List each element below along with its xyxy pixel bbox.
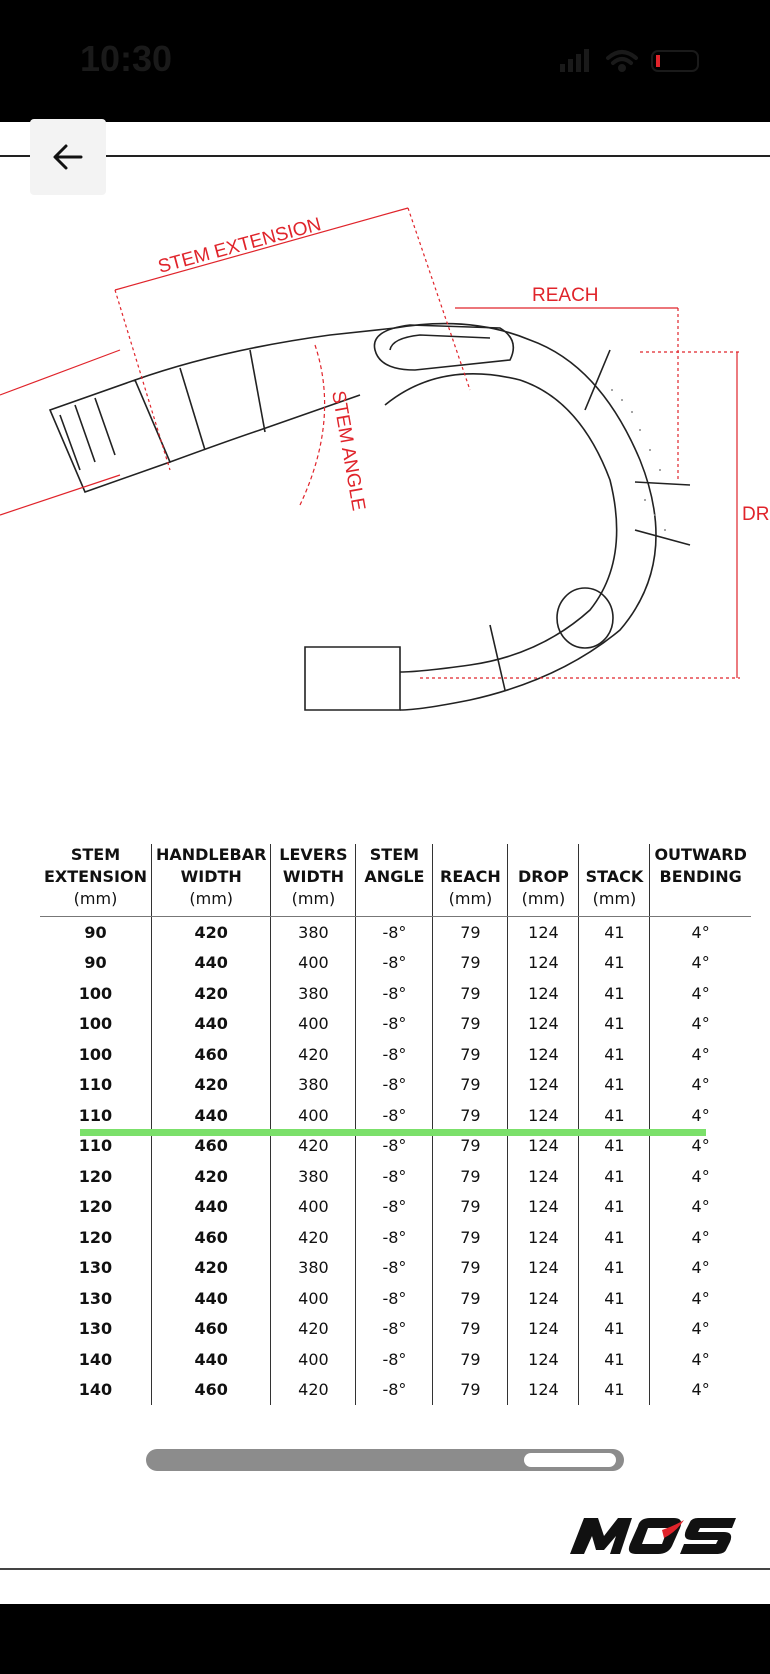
table-cell: 110 [78, 1075, 113, 1095]
table-cell: 440 [151, 1009, 270, 1040]
arrow-left-icon [51, 140, 85, 174]
table-cell: -8° [356, 1070, 433, 1101]
table-cell: 4° [650, 1192, 751, 1223]
table-cell: 4° [650, 978, 751, 1009]
table-cell: 4° [650, 1161, 751, 1192]
column-header-text: LEVERS [279, 845, 348, 864]
column-header [271, 844, 356, 917]
table-cell: 124 [508, 1375, 579, 1406]
table-cell: 100 [78, 1044, 113, 1064]
column-header-text: OUTWARD [654, 845, 747, 864]
battery-icon [652, 51, 698, 71]
column-header-text: EXTENSION [44, 867, 147, 886]
table-cell: 400 [271, 948, 356, 979]
scrollbar-thumb[interactable] [524, 1453, 616, 1467]
table-row [40, 1039, 751, 1070]
signal-icon [560, 49, 589, 72]
table-cell: 460 [151, 1131, 270, 1162]
table-cell: 400 [271, 1344, 356, 1375]
wifi-icon [608, 52, 636, 70]
table-cell: -8° [356, 1222, 433, 1253]
table-cell: 4° [650, 1131, 751, 1162]
table-row [40, 917, 751, 948]
status-bar [0, 0, 770, 122]
table-cell: 420 [151, 978, 270, 1009]
column-header [508, 844, 579, 917]
table-cell: -8° [356, 1039, 433, 1070]
table-cell: 440 [151, 1283, 270, 1314]
table-row [40, 1009, 751, 1040]
table-cell: 4° [650, 1100, 751, 1131]
table-cell: 460 [151, 1375, 270, 1406]
table-cell: 124 [508, 917, 579, 948]
table-cell: 41 [579, 1253, 650, 1284]
table-cell: -8° [356, 1344, 433, 1375]
column-header-text: STACK [585, 867, 644, 886]
column-unit: (mm) [189, 889, 234, 908]
table-cell: 41 [579, 917, 650, 948]
column-header-text: STEM [369, 845, 420, 864]
table-cell: 110 [78, 1105, 113, 1125]
bottom-bar [0, 1604, 770, 1674]
back-button[interactable] [30, 119, 106, 195]
table-cell: 124 [508, 1344, 579, 1375]
table-cell: 4° [650, 1314, 751, 1345]
table-cell: 124 [508, 1283, 579, 1314]
column-header [579, 844, 650, 917]
table-cell: 140 [78, 1380, 113, 1400]
table-cell: 380 [271, 978, 356, 1009]
table-cell: 110 [78, 1136, 113, 1156]
table-cell: 420 [151, 1070, 270, 1101]
table-cell: 41 [579, 1039, 650, 1070]
table-cell: 79 [433, 1009, 508, 1040]
table-cell: 124 [508, 1039, 579, 1070]
table-cell: 79 [433, 1253, 508, 1284]
table-cell: 41 [579, 1375, 650, 1406]
table-row [40, 1222, 751, 1253]
table-row [40, 1100, 751, 1131]
table-cell: 440 [151, 1192, 270, 1223]
table-cell: 400 [271, 1009, 356, 1040]
table-cell: 41 [579, 1222, 650, 1253]
table-cell: 41 [579, 1161, 650, 1192]
table-cell: -8° [356, 1100, 433, 1131]
column-unit [654, 888, 746, 910]
table-cell: -8° [356, 1161, 433, 1192]
table-cell: 420 [151, 1161, 270, 1192]
table-cell: 79 [433, 1344, 508, 1375]
table-cell: 41 [579, 1344, 650, 1375]
column-header-text: DROP [517, 867, 569, 886]
table-cell: -8° [356, 1283, 433, 1314]
table-cell: 130 [78, 1319, 113, 1339]
highlight-line [80, 1129, 706, 1136]
column-header [433, 844, 508, 917]
table-cell: -8° [356, 1314, 433, 1345]
table-cell: 124 [508, 948, 579, 979]
table-cell: 4° [650, 917, 751, 948]
table-cell: 4° [650, 1222, 751, 1253]
table-cell: 124 [508, 1131, 579, 1162]
table-cell: 41 [579, 1009, 650, 1040]
table-cell: 124 [508, 1070, 579, 1101]
table-cell: 4° [650, 1344, 751, 1375]
table-cell: 79 [433, 1070, 508, 1101]
table-cell: 120 [78, 1227, 113, 1247]
column-header-text: WIDTH [180, 867, 242, 886]
table-cell: 4° [650, 1070, 751, 1101]
table-row [40, 948, 751, 979]
table-cell: 79 [433, 1222, 508, 1253]
table-cell: 124 [508, 1253, 579, 1284]
table-cell: 124 [508, 1009, 579, 1040]
table-cell: -8° [356, 917, 433, 948]
table-cell: 79 [433, 1100, 508, 1131]
table-cell: 140 [78, 1349, 113, 1369]
column-header [356, 844, 433, 917]
status-time: 10:30 [80, 38, 173, 79]
table-cell: 440 [151, 1344, 270, 1375]
table-cell: 90 [84, 953, 107, 973]
table-cell: 4° [650, 1375, 751, 1406]
table-cell: 420 [151, 917, 270, 948]
table-row [40, 1375, 751, 1406]
table-cell: 380 [271, 1253, 356, 1284]
reach-label: REACH [532, 285, 599, 306]
table-cell: -8° [356, 1375, 433, 1406]
table-row [40, 1192, 751, 1223]
table-cell: 420 [271, 1039, 356, 1070]
header-divider [0, 155, 770, 157]
column-header-text: REACH [440, 867, 501, 886]
table-row [40, 1253, 751, 1284]
table-cell: 4° [650, 948, 751, 979]
table-row [40, 1161, 751, 1192]
table-cell: 4° [650, 1283, 751, 1314]
table-cell: 460 [151, 1039, 270, 1070]
table-cell: 130 [78, 1288, 113, 1308]
column-header-text: BENDING [659, 867, 742, 886]
handlebar-diagram [0, 200, 770, 780]
table-cell: 4° [650, 1253, 751, 1284]
table-cell: -8° [356, 1253, 433, 1284]
column-header-text: STEM [70, 845, 121, 864]
table-cell: 79 [433, 978, 508, 1009]
table-cell: 41 [579, 1131, 650, 1162]
table-cell: 420 [271, 1375, 356, 1406]
table-cell: 41 [579, 1100, 650, 1131]
table-cell: 130 [78, 1258, 113, 1278]
column-unit [360, 888, 428, 910]
table-cell: 124 [508, 1192, 579, 1223]
table-cell: 380 [271, 917, 356, 948]
table-cell: 41 [579, 1314, 650, 1345]
table-cell: 124 [508, 1222, 579, 1253]
table-cell: 79 [433, 1375, 508, 1406]
table-cell: 420 [271, 1131, 356, 1162]
table-row [40, 1283, 751, 1314]
table-cell: 79 [433, 1192, 508, 1223]
table-cell: 440 [151, 948, 270, 979]
table-cell: 100 [78, 1014, 113, 1034]
stem-angle-label: STEM ANGLE [327, 389, 369, 513]
table-cell: 420 [271, 1314, 356, 1345]
table-cell: -8° [356, 1192, 433, 1223]
table-cell: 440 [151, 1100, 270, 1131]
table-cell: 79 [433, 948, 508, 979]
table-cell: -8° [356, 978, 433, 1009]
table-cell: 124 [508, 1161, 579, 1192]
column-unit: (mm) [291, 889, 336, 908]
column-unit: (mm) [592, 889, 637, 908]
column-header-text: ANGLE [364, 867, 425, 886]
table-cell: 79 [433, 1283, 508, 1314]
table-header-row [40, 844, 751, 917]
table-cell: 124 [508, 978, 579, 1009]
table-cell: 41 [579, 1283, 650, 1314]
column-unit: (mm) [73, 889, 118, 908]
table-cell: 90 [84, 922, 107, 942]
table-cell: 4° [650, 1009, 751, 1040]
table-cell: 400 [271, 1283, 356, 1314]
footer-divider [0, 1568, 770, 1570]
table-cell: 124 [508, 1100, 579, 1131]
table-cell: -8° [356, 1009, 433, 1040]
table-cell: 120 [78, 1197, 113, 1217]
table-cell: 380 [271, 1070, 356, 1101]
size-table [40, 844, 751, 1405]
column-header-text: HANDLEBAR [155, 845, 267, 864]
table-cell: 79 [433, 1131, 508, 1162]
table-cell: 120 [78, 1166, 113, 1186]
table-cell: -8° [356, 948, 433, 979]
table-cell: 41 [579, 948, 650, 979]
column-unit: (mm) [521, 889, 566, 908]
table-row [40, 1344, 751, 1375]
column-header [151, 844, 270, 917]
table-cell: 4° [650, 1039, 751, 1070]
table-row [40, 978, 751, 1009]
table-cell: 41 [579, 1192, 650, 1223]
mos-logo [566, 1510, 770, 1560]
column-header [40, 844, 151, 917]
table-cell: 400 [271, 1100, 356, 1131]
table-cell: 460 [151, 1314, 270, 1345]
table-cell: 79 [433, 917, 508, 948]
table-cell: 460 [151, 1222, 270, 1253]
table-cell: 420 [271, 1222, 356, 1253]
table-row [40, 1070, 751, 1101]
table-cell: 41 [579, 978, 650, 1009]
table-cell: 79 [433, 1161, 508, 1192]
table-cell: 380 [271, 1161, 356, 1192]
table-cell: 41 [579, 1070, 650, 1101]
table-cell: 79 [433, 1039, 508, 1070]
column-unit: (mm) [448, 889, 493, 908]
table-cell: 124 [508, 1314, 579, 1345]
column-header-text: WIDTH [282, 867, 345, 886]
table-cell: 100 [78, 983, 113, 1003]
table-cell: 79 [433, 1314, 508, 1345]
status-icons [560, 46, 710, 80]
table-cell: -8° [356, 1131, 433, 1162]
drop-label: DR [742, 504, 770, 525]
table-cell: 400 [271, 1192, 356, 1223]
table-row [40, 1314, 751, 1345]
stem-extension-label: STEM EXTENSION [155, 214, 324, 278]
column-header [650, 844, 751, 917]
table-cell: 420 [151, 1253, 270, 1284]
